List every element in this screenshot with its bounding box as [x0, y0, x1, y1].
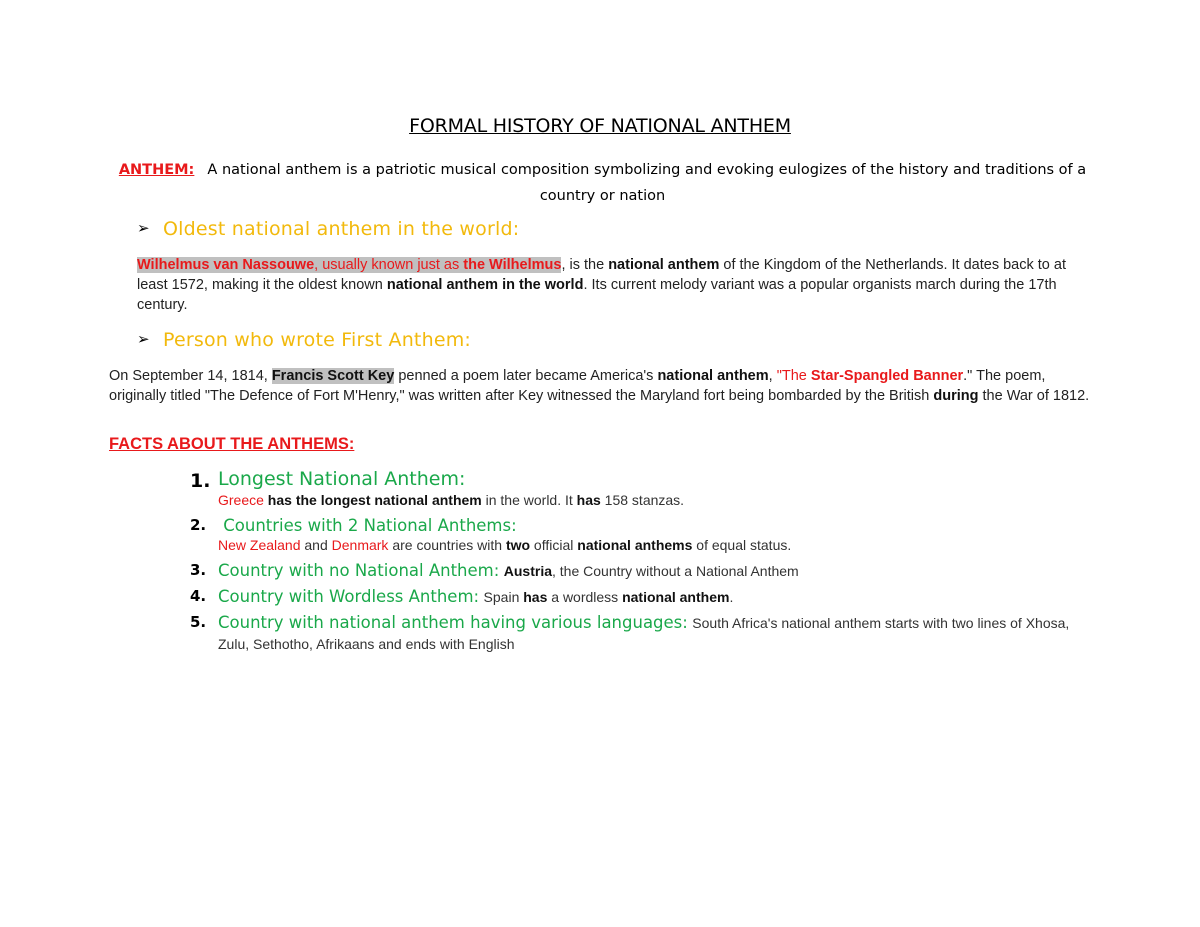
country-name: Denmark	[331, 537, 389, 553]
national-anthem-world-bold: national anthem in the world	[386, 277, 584, 293]
fact-text: , the Country without a National Anthem	[552, 563, 799, 579]
fact-item-two-anthems	[190, 516, 1090, 555]
fact-text: and	[300, 537, 332, 553]
heading-first-anthem	[137, 329, 471, 351]
country-name: Greece	[218, 492, 264, 508]
heading-oldest-anthem-text: Oldest national anthem in the world:	[163, 218, 520, 240]
heading-oldest-anthem	[137, 218, 519, 240]
fact-description: South Africa's national anthem starts with two lines of Xhosa, Zulu, Sethotho, Afrikaans and ends with English	[218, 615, 1070, 652]
comma: ,	[314, 257, 319, 273]
fact-item-longest	[190, 468, 1090, 510]
fact-text: a wordless	[547, 589, 623, 605]
fact-description	[218, 535, 1090, 555]
fact-bold-text: has	[523, 589, 548, 605]
paragraph-start: On September 14, 1814,	[109, 368, 272, 384]
fact-description	[504, 563, 799, 579]
list-number: 4.	[190, 587, 207, 605]
fact-description	[484, 589, 734, 605]
arrow-bullet-icon: ➢	[137, 219, 150, 237]
fact-text: Spain	[483, 589, 524, 605]
fact-bold-text: national anthem	[622, 589, 730, 605]
fact-title: Country with Wordless Anthem:	[218, 587, 480, 606]
fact-text: of equal status.	[692, 537, 792, 553]
fact-description	[218, 490, 1090, 510]
fact-title: Country with national anthem having various languages:	[218, 613, 688, 632]
definition-text: A national anthem is a patriotic musical composition symbolizing and evoking eulogizes of the history and traditions of a country or nation	[207, 162, 1087, 204]
quote-open: "The	[776, 368, 811, 384]
paragraph-text-2: . Its current melody variant was a popular organists march during the 17th century.	[137, 277, 1057, 313]
paragraph-oldest-anthem	[137, 255, 1097, 315]
paragraph-text-1: of the Kingdom of the Netherlands. It dates back to at least 1572, making it the oldest known	[137, 257, 1066, 293]
quote-close: ."	[963, 368, 973, 384]
paragraph-first-anthem	[109, 366, 1097, 406]
paragraph-mid-1: penned a poem later became America's	[394, 368, 658, 384]
author-name: Francis Scott Key	[271, 368, 395, 384]
fact-text: in the world. It	[481, 492, 577, 508]
definition-label: ANTHEM:	[118, 162, 195, 178]
wilhelmus-full-name: Wilhelmus van Nassouwe	[137, 257, 315, 273]
facts-list	[190, 468, 1090, 655]
fact-title: Longest National Anthem:	[218, 468, 466, 490]
paragraph-end: the War of 1812.	[978, 388, 1090, 404]
fact-text: are countries with	[388, 537, 506, 553]
heading-first-anthem-text: Person who wrote First Anthem:	[163, 329, 472, 351]
during-bold: during	[933, 388, 979, 404]
fact-text: official	[530, 537, 578, 553]
fact-item-wordless	[190, 587, 1090, 607]
list-number: 5.	[190, 613, 207, 631]
list-number: 3.	[190, 561, 207, 579]
document-title: FORMAL HISTORY OF NATIONAL ANTHEM	[409, 115, 791, 137]
fact-bold-text: two	[505, 537, 531, 553]
fact-bold-text: national anthems	[577, 537, 693, 553]
arrow-bullet-icon: ➢	[137, 330, 150, 348]
fact-title: Country with no National Anthem:	[218, 561, 500, 580]
known-as-text: usually known just as	[318, 257, 464, 273]
paragraph-mid-2: The poem, originally titled "The Defence of Fort M'Henry," was written after Key witnessed the Maryland fort being bombarded by the British	[109, 368, 1046, 404]
country-name: New Zealand	[218, 537, 301, 553]
fact-title-text: Countries with 2 National Anthems:	[223, 516, 517, 535]
national-anthem-bold: national anthem	[608, 257, 720, 273]
list-number: 2.	[190, 516, 207, 534]
wilhelmus-short-name: the Wilhelmus	[463, 257, 562, 273]
comma: ,	[768, 368, 777, 384]
fact-title	[218, 516, 1090, 535]
fact-item-languages	[190, 613, 1090, 655]
is-the-text: , is the	[561, 257, 609, 273]
fact-text: 158 stanzas.	[600, 492, 685, 508]
fact-bold-text: has the longest national anthem	[263, 492, 482, 508]
song-title: Star-Spangled Banner	[810, 368, 964, 384]
fact-item-no-anthem	[190, 561, 1090, 581]
list-number: 1.	[190, 470, 211, 492]
anthem-definition	[110, 157, 1095, 209]
fact-bold-text: Austria	[503, 563, 552, 579]
facts-heading: FACTS ABOUT THE ANTHEMS:	[109, 435, 355, 453]
fact-bold-text: has	[576, 492, 601, 508]
fact-text: .	[729, 589, 734, 605]
national-anthem-bold: national anthem	[657, 368, 769, 384]
